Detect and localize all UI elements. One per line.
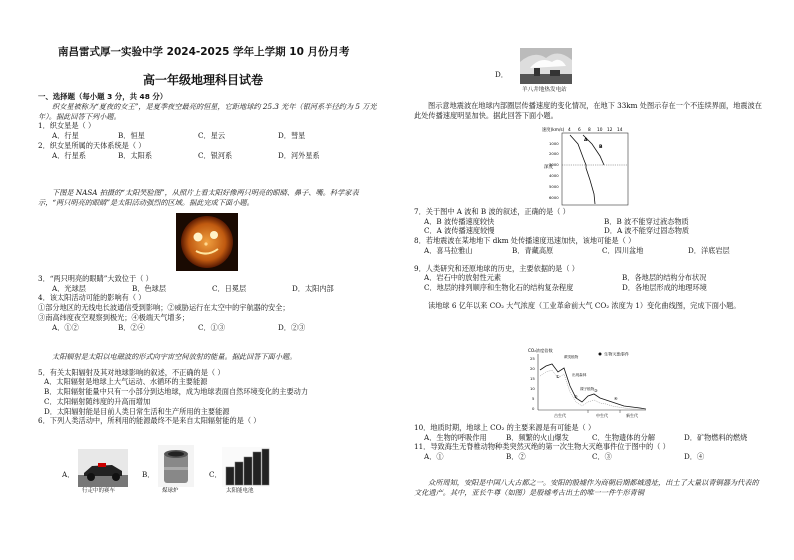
question-3: 3．“两只明亮的眼睛”大致位于（ ） — [38, 274, 153, 283]
option-b[interactable]: B．②④ — [118, 322, 145, 332]
question-8-options — [414, 246, 764, 256]
co2-event-marker: ③ — [594, 388, 598, 393]
q6-option-d-letter[interactable]: D． — [495, 70, 508, 79]
question-4: 4．该太阳活动可能的影响有（ ） — [38, 293, 146, 303]
legend-marker-icon — [599, 353, 602, 356]
option-b[interactable]: B．频繁的火山爆发 — [506, 432, 569, 442]
seismic-depth-tick: 2000 — [549, 151, 559, 156]
section-heading: 一、选择题（每小题 3 分，共 48 分） — [38, 92, 168, 101]
option-d[interactable]: D．各地层形成的地理环境 — [622, 283, 707, 293]
seismic-wave-label: A — [584, 138, 588, 143]
seismic-x-label: 速度(km/s) — [542, 128, 565, 133]
seismic-x-tick: 14 — [617, 128, 623, 133]
solar-panel-image — [222, 447, 270, 487]
option-c[interactable]: C．①③ — [198, 322, 226, 332]
option-b[interactable]: B．太阳系 — [118, 150, 153, 160]
option-a[interactable]: A．①② — [52, 322, 79, 332]
co2-annotation: 蕨类植物 — [564, 355, 579, 359]
option-c[interactable]: C．生物遗体的分解 — [592, 432, 656, 442]
question-1: 1．织女星是（ ） — [38, 121, 96, 131]
exam-title: 南昌雷式厚一实验中学 2024-2025 学年上学期 10 月份月考 — [58, 46, 350, 58]
passage-solar-radiation: 太阳辐射是太阳以电磁波的形式向宇宙空间放射的能量。据此回答下面小题。 — [52, 352, 297, 361]
question-9: 9．人类研究和还原地球的历史，主要依据的是（ ） — [414, 263, 579, 273]
co2-y-tick: 0 — [532, 406, 535, 411]
question-7: 7．关于图中 A 波和 B 波的叙述，正确的是（ ） — [414, 207, 570, 216]
passage-vega: 织女星被称为“夏夜的女王”，是夏季夜空最亮的恒星，它距地球约 25.3 光年（银河系半径约为 5 万光年）。据此回答下列小题。 — [38, 101, 377, 121]
seismic-x-tick: 10 — [597, 128, 603, 133]
q6-option-b-letter[interactable]: B． — [142, 470, 155, 479]
option-b[interactable]: B．各地层的结构分布状况 — [622, 273, 707, 283]
option-a[interactable]: A．行星系 — [52, 150, 86, 160]
seismic-depth-tick: 6000 — [549, 195, 559, 200]
seismic-wave-label: B — [599, 145, 603, 150]
co2-era-label: 中生代 — [596, 413, 608, 418]
co2-y-tick: 5 — [532, 396, 535, 401]
option-d[interactable]: D．洋底岩层 — [688, 245, 730, 255]
solar-panel-caption: 太阳能电池 — [226, 488, 254, 494]
co2-annotation: 出现森林 — [572, 373, 587, 377]
option-d[interactable]: D．彗星 — [278, 131, 306, 141]
question-2: 2．织女星所属的天体系统是（ ） — [38, 140, 146, 150]
option-a[interactable]: A．① — [424, 452, 444, 462]
question-7-options-row1 — [414, 217, 764, 227]
co2-era-label: 新生代 — [626, 413, 638, 418]
option-d[interactable]: D．太阳内部 — [292, 283, 334, 293]
question-11: 11．导致海生无脊椎动物种类突然灭绝的第一次生物大灭绝事件位于图中的（ ） — [414, 442, 670, 452]
question-5: 5．有关太阳辐射及其对地球影响的叙述，不正确的是（ ） — [38, 367, 225, 377]
option-c[interactable]: C．③ — [592, 452, 612, 462]
seismic-x-tick: 12 — [607, 128, 613, 133]
q6-option-c-letter[interactable]: C． — [209, 470, 222, 479]
race-car-caption: 行走中的赛车 — [82, 488, 116, 494]
sun-face-image — [176, 213, 238, 271]
question-8: 8．若地震波在某地地下 dkm 处传播速度迅速加快，该地可能是（ ） — [414, 236, 636, 246]
question-5-option-c[interactable]: C．太阳辐射随纬度的升高而增加 — [44, 396, 151, 406]
question-5-option-a[interactable]: A．太阳辐射是地球上大气运动、水循环的主要能源 — [44, 377, 208, 387]
option-c[interactable]: C．日冕层 — [212, 283, 247, 293]
passage-seismic: 图示意地震波在地球内部圈层传播速度的变化情况，在地下 33km 处图示存在一个不连续界面，地震波在此处传播速度明显加快。据此回答下面小题。 — [414, 101, 762, 120]
geothermal-plant-image — [520, 48, 572, 84]
option-b[interactable]: B．青藏高原 — [512, 245, 554, 255]
co2-concentration-chart — [528, 346, 650, 420]
option-b[interactable]: B．色球层 — [132, 283, 167, 293]
co2-event-marker: ① — [556, 374, 560, 379]
option-d[interactable]: D．矿物燃料的燃烧 — [684, 432, 748, 442]
co2-annotation: 裸子植物 — [580, 387, 595, 391]
exam-subtitle: 高一年级地理科目试卷 — [143, 73, 264, 87]
co2-y-tick: 10 — [530, 386, 535, 391]
option-b[interactable]: B．恒星 — [118, 131, 145, 141]
question-9-options-row2 — [414, 283, 764, 293]
geothermal-caption: 羊八井地热发电站 — [522, 87, 567, 93]
question-7-options-row2 — [414, 226, 764, 236]
question-11-options — [414, 452, 764, 462]
co2-legend: 生物灭绝事件 — [604, 351, 630, 357]
co2-event-marker: ② — [574, 394, 578, 399]
passage-sun-face: 下图是 NASA 拍摄的“太阳笑脸图”，从照片上看太阳好像两只明亮的眼睛、鼻子、嘴。科学家表示，“两只明亮的眼睛”是太阳活动强烈的区域。据此完成下面小题。 — [38, 188, 359, 207]
co2-event-marker: ④ — [614, 396, 618, 401]
seismic-depth-tick: 1000 — [549, 141, 559, 146]
passage-anyang: 众所周知，安阳是中国八大古都之一。安阳的殷墟作为商朝后期都城遗址，出土了大量以青铜器为代表的文化遗产。其中，亚长牛尊（如图）是殷墟考古出土的唯一一件牛形青铜 — [414, 477, 759, 497]
option-a[interactable]: A．光球层 — [52, 283, 86, 293]
option-c[interactable]: C．星云 — [198, 131, 226, 141]
seismic-wave-a-curve — [570, 135, 595, 204]
option-a[interactable]: A．喜马拉雅山 — [424, 245, 473, 255]
question-4-options — [38, 323, 378, 333]
seismic-depth-tick: 4000 — [549, 173, 559, 178]
option-a[interactable]: A．B 波传播速度较快 — [424, 216, 495, 226]
option-c[interactable]: C．地层的排列顺序和生物化石的结构复杂程度 — [424, 283, 574, 293]
co2-era-label: 古生代 — [554, 413, 566, 418]
question-4-statements-1: ①部分地区的无线电长波通信受到影响；②威胁运行在太空中的宇航器的安全； — [38, 303, 290, 313]
question-2-options — [38, 151, 378, 161]
question-4-statements-2: ③南高纬度夜空观察到极光；④极端天气增多； — [38, 312, 189, 322]
seismic-x-tick: 8 — [588, 128, 591, 133]
coal-stove-caption: 煤球炉 — [162, 488, 179, 494]
question-1-options — [38, 131, 378, 141]
question-6: 6．下列人类活动中，所利用的能源最终不是来自太阳辐射能的是（ ） — [38, 416, 261, 426]
question-5-option-d[interactable]: D．太阳辐射能是目前人类日常生活和生产所用的主要能源 — [44, 406, 230, 416]
q6-option-a-letter[interactable]: A． — [62, 470, 75, 479]
option-d[interactable]: D．河外星系 — [278, 150, 320, 160]
option-b[interactable]: B．② — [506, 452, 526, 462]
option-c[interactable]: C．四川盆地 — [602, 245, 644, 255]
option-c[interactable]: C．A 波传播速度较慢 — [424, 226, 495, 236]
co2-y-tick: 25 — [530, 356, 535, 361]
seismic-depth-tick: 3000 — [549, 162, 559, 167]
option-d[interactable]: D．A 波不能穿过固态物质 — [604, 226, 690, 236]
option-a[interactable]: A．生物的呼吸作用 — [424, 432, 487, 442]
question-10-options — [414, 433, 764, 443]
option-b[interactable]: B．B 波不能穿过液态物质 — [604, 216, 689, 226]
question-9-options-row1 — [414, 273, 764, 283]
co2-y-tick: 15 — [530, 376, 535, 381]
question-10: 10．地质时期，地球上 CO₂ 的主要来源是有可能是（ ） — [414, 423, 596, 432]
option-d[interactable]: D．④ — [684, 452, 705, 462]
option-d[interactable]: D．②③ — [278, 322, 306, 332]
seismic-x-tick: 4 — [568, 128, 571, 133]
question-3-options — [38, 284, 378, 294]
coal-stove-image — [158, 445, 194, 487]
seismic-wave-chart — [540, 124, 632, 208]
seismic-y-label: 深度 — [544, 165, 554, 170]
seismic-depth-tick: 5000 — [549, 184, 559, 189]
option-a[interactable]: A．行星 — [52, 131, 79, 141]
question-5-option-b[interactable]: B．太阳辐射能量中只有一小部分到达地球，成为地球表面自然环境变化的主要动力 — [44, 387, 309, 397]
co2-y-label: CO₂浓度倍数 — [528, 348, 553, 353]
race-car-image — [78, 449, 128, 487]
co2-y-tick: 20 — [530, 366, 535, 371]
option-a[interactable]: A．岩石中的放射性元素 — [424, 273, 502, 283]
option-c[interactable]: C．银河系 — [198, 150, 233, 160]
seismic-x-tick: 6 — [578, 128, 581, 133]
passage-co2: 读地球 6 亿年以来 CO₂ 大气浓度（工业革命前大气 CO₂ 浓度为 1）变化曲线图，完成下面小题。 — [428, 300, 741, 310]
